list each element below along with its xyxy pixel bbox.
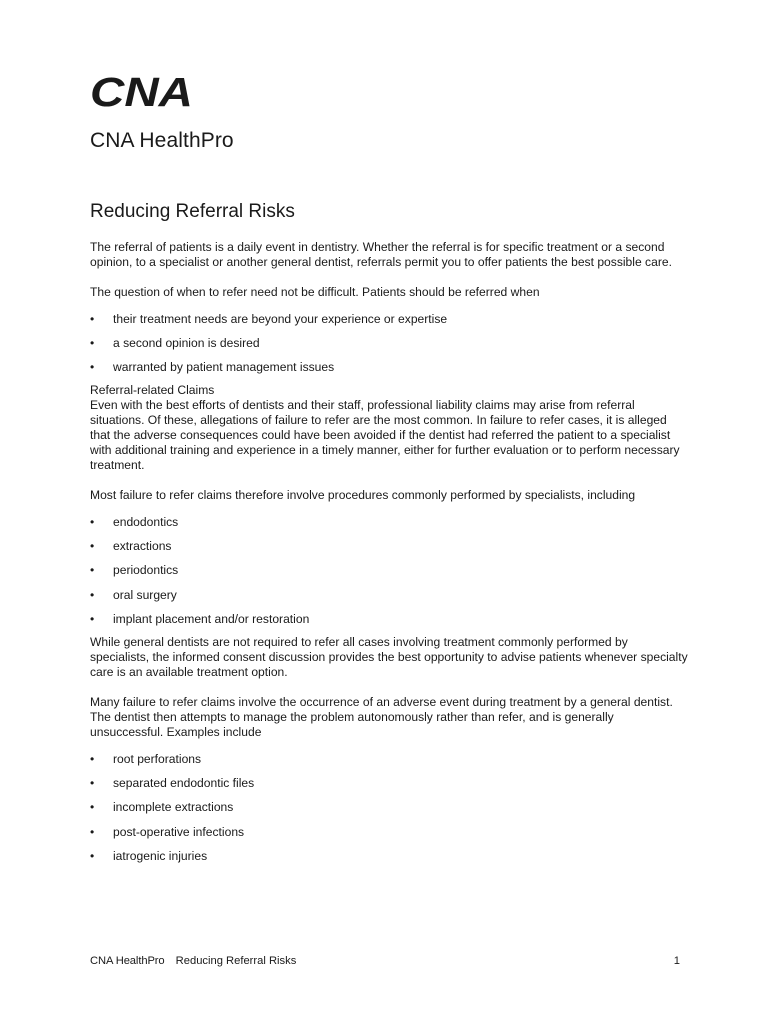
- list-item: • endodontics: [90, 515, 690, 530]
- cna-logo: [90, 70, 194, 112]
- list-item: • a second opinion is desired: [90, 336, 690, 351]
- page-footer: [90, 955, 680, 967]
- list-item: • periodontics: [90, 563, 690, 578]
- when-to-refer-list: [90, 312, 690, 375]
- footer-title: Reducing Referral Risks: [175, 955, 297, 967]
- document-title: Reducing Referral Risks: [90, 201, 295, 222]
- list-item: • implant placement and/or restoration: [90, 612, 690, 627]
- intro-paragraph: The referral of patients is a daily event in dentistry. Whether the referral is for specific treatment or a second opinion, to a specialist or another general dentist, referrals permit you to offer patients the best possible care.: [90, 240, 672, 270]
- footer-brand: CNA HealthPro: [90, 955, 165, 967]
- brand-name: CNA HealthPro: [90, 129, 234, 152]
- document-body: [90, 240, 690, 873]
- list-item: • warranted by patient management issues: [90, 360, 690, 375]
- list-item: • root perforations: [90, 752, 690, 767]
- when-to-refer-paragraph: The question of when to refer need not be difficult. Patients should be referred when: [90, 285, 540, 300]
- list-item: • oral surgery: [90, 588, 690, 603]
- list-item: • iatrogenic injuries: [90, 849, 690, 864]
- examples-list: [90, 752, 690, 863]
- list-item: • post-operative infections: [90, 825, 690, 840]
- cna-logo-text: CNA: [90, 70, 193, 112]
- list-item: • their treatment needs are beyond your experience or expertise: [90, 312, 690, 327]
- claims-paragraph: Even with the best efforts of dentists and their staff, professional liability claims may arise from referral situations. Of these, allegations of failure to refer are the most common. In failure to refer cases, it is alleged that the adverse consequences could have been avoided if the dentist had referred the patient to a specialist with additional training and experience in a timely manner, either for further evaluation or to perform necessary treatment.: [90, 397, 680, 473]
- page-number: 1: [673, 955, 680, 967]
- list-item: • extractions: [90, 539, 690, 554]
- procedures-list: [90, 515, 690, 626]
- list-item: • separated endodontic files: [90, 776, 690, 791]
- list-item: • incomplete extractions: [90, 800, 690, 815]
- procedures-intro-paragraph: Most failure to refer claims therefore involve procedures commonly performed by specialists, including: [90, 488, 636, 503]
- section-heading: Referral-related Claims: [90, 382, 215, 397]
- informed-consent-paragraph: While general dentists are not required to refer all cases involving treatment commonly performed by specialists, the informed consent discussion provides the best opportunity to advise patients whenever specialty care is an available treatment option.: [90, 634, 688, 679]
- adverse-event-paragraph: Many failure to refer claims involve the occurrence of an adverse event during treatment by a general dentist. The dentist then attempts to manage the problem autonomously rather than refer, and is generally unsuccessful. Examples include: [90, 694, 673, 740]
